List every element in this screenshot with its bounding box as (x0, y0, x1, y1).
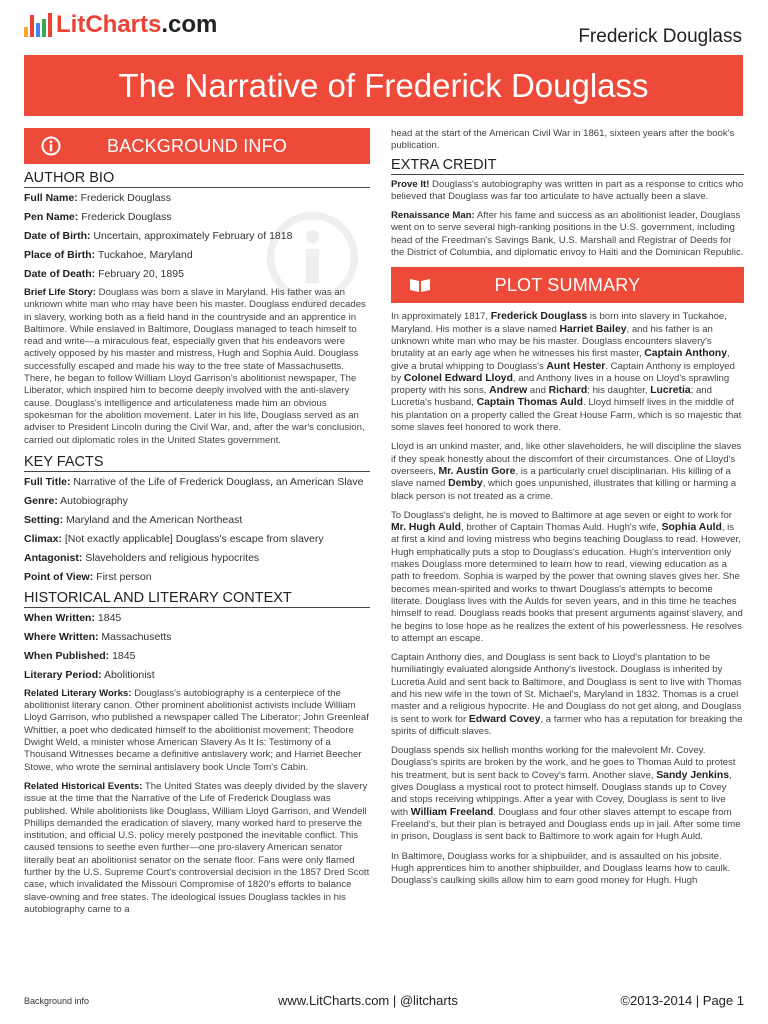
extra-credit-item (391, 210, 744, 259)
field-value: 1845 (109, 649, 136, 662)
context-row (24, 669, 370, 682)
field-value: The United States was deeply divided by the slavery issue at the time that the Narrative of the Life of Frederick Douglass was published. While abolitionists like Douglass, William Lloyd Garrison, and Wendell Phillips demanded the eradication of slavery, many worked hard to preserve the institution, and official U.S. policy merely postponed the inevitable conflict. This caused tensions to seethe even further—one pro-slavery American senator literally beat an abolitionist senator on the senate floor. Fans were only flamed further by the U.S. Supreme Court's controversial decision in the 1857 Dred Scott case, which invalidated the Missouri Compromise of 1820's efforts to balance slave-owning and free states. The ideological issues Douglass tackles in his autobiography came to a (24, 780, 370, 915)
text-run: In Baltimore, Douglass works for a shipbuilder, and is assaulted on his jobsite. Hugh apprentices him to another shipbuilder, and Douglass learns how to caulk. Douglass's caulking skills allow him to earn good money for Hugh. Hugh (391, 850, 731, 887)
character-name: Lucretia (650, 385, 691, 397)
field-label: Where Written: (24, 630, 99, 643)
field-label: Pen Name: (24, 211, 79, 223)
logo-name: LitCharts (56, 11, 162, 38)
field-value: Douglass's autobiography is a centerpiece of the abolitionist literary canon. Other prominent abolitionist activists include William Lloyd Garrison, who published a newspaper called The Liberator; John Greenleaf Whittier, a poet who dedicated himself to the abolitionist movement; Theodore Dwight Weld, a minister whose American Slavery As It Is: Testimony of a Thousand Witnesses became a definitive antislavery work; and Harriet Beecher Stowe, who wrote the seminal antislavery book Uncle Tom's Cabin. (24, 687, 369, 773)
footer-site-link[interactable]: www.LitCharts.com | @litcharts (278, 993, 458, 1008)
character-name: Aunt Hester (546, 360, 606, 372)
text-run: and (527, 385, 549, 397)
field-value: Uncertain, approximately February of 1818 (90, 230, 293, 242)
text-run: ; his daughter, (587, 385, 651, 397)
field-label: Literary Period: (24, 668, 102, 681)
field-value: Frederick Douglass (78, 211, 172, 223)
character-name: Edward Covey (468, 713, 541, 725)
key-facts-list (24, 476, 370, 584)
text-run: , a farmer who has a reputation for breaking the spirits of difficult slaves. (391, 713, 743, 737)
character-name: Captain Anthony (644, 348, 728, 360)
field-label: Climax: (24, 532, 62, 545)
document-subject: Frederick Douglass (578, 26, 742, 47)
field-label: Brief Life Story: (24, 287, 96, 298)
extra-credit-list (391, 179, 744, 260)
field-value: Maryland and the American Northeast (63, 513, 243, 526)
section-title: BACKGROUND INFO (106, 136, 287, 156)
plot-paragraph (391, 851, 744, 888)
character-name: Sophia Auld (661, 522, 722, 534)
text-run: . Lloyd himself lives in the middle of his plantation on a property called the Great House Farm, which is so majestic that some slaves feel honored to work there. (391, 397, 742, 434)
field-value: First person (93, 570, 152, 583)
field-value: 1845 (94, 611, 122, 624)
character-name: Richard (548, 385, 588, 397)
field-label: Genre: (24, 494, 58, 507)
field-label: Prove It! (391, 178, 430, 190)
context-row (24, 650, 370, 663)
field-label: Related Historical Events: (24, 780, 143, 792)
character-name: Andrew (489, 385, 528, 397)
related-historical-events (24, 781, 370, 916)
character-name: Mr. Austin Gore (438, 465, 516, 477)
logo-wordmark (56, 13, 217, 37)
text-run: , and his father is an unknown white man who may be his master. Douglass encounters slavery's brutality at an early age when he witnesses his first master, (391, 323, 713, 360)
field-label: When Published: (24, 649, 110, 662)
field-value: Massachusetts (98, 630, 172, 643)
plot-paragraph (391, 652, 744, 738)
plot-paragraph (391, 745, 744, 843)
context-heading: HISTORICAL AND LITERARY CONTEXT (24, 590, 370, 608)
field-label: Setting: (24, 513, 64, 526)
text-run: . Captain Anthony is employed by (391, 360, 735, 384)
key-fact-row (24, 495, 370, 508)
field-value: After his fame and success as an abolitionist leader, Douglass went on to serve several high-ranking positions in the U.S. government, including head of the Freedman's Savings Bank, U.S. Marshall and Registrar of Deeds for the District of Columbia, and diplomatic envoy to Haiti and the Dominican Republic. (391, 210, 744, 259)
text-run: Lloyd is an unkind master, and, like other slaveholders, he will discipline the slaves if they speak honestly about the discomfort of their circumstances. One of Lloyd's overseers, (391, 441, 742, 477)
brief-life-story (24, 287, 370, 447)
author-bio-heading: AUTHOR BIO (24, 170, 370, 188)
continued-text: head at the start of the American Civil War in 1861, sixteen years after the book's publication. (391, 128, 735, 152)
text-run: is born into slavery in Tuckahoe, Maryland. His mother is a slave named (391, 311, 727, 335)
right-column (391, 128, 744, 894)
field-label: Antagonist: (24, 551, 83, 564)
text-run: , give a brutal whipping to Douglass's (391, 348, 730, 372)
field-label: When Written: (24, 611, 95, 624)
field-value: February 20, 1895 (95, 268, 184, 280)
key-facts-heading: KEY FACTS (24, 454, 370, 472)
field-label: Related Literary Works: (24, 687, 132, 699)
logo-suffix: .com (161, 11, 218, 38)
field-label: Renaissance Man: (391, 210, 475, 222)
key-fact-row (24, 514, 370, 527)
plot-summary-text (391, 311, 744, 887)
character-name: Sandy Jenkins (656, 769, 730, 781)
character-name: Captain Thomas Auld (476, 397, 583, 409)
text-run: , which goes unpunished, illustrates that killing or harming a black person is not treated as a crime. (391, 478, 737, 502)
plot-paragraph (391, 510, 744, 645)
field-value: Autobiography (57, 494, 128, 507)
character-name: William Freeland (410, 806, 494, 818)
page-footer (24, 990, 744, 1014)
text-run: , brother of Captain Thomas Auld. Hugh's wife, (461, 522, 662, 534)
field-label: Full Name: (24, 192, 78, 204)
page-title: The Narrative of Frederick Douglass (118, 67, 649, 104)
text-run: To Douglass's delight, he is moved to Baltimore at age seven or eight to work for (391, 509, 732, 521)
character-name: Harriet Bailey (559, 323, 627, 335)
text-run: , is at first a kind and loving mistress who begins teaching Douglass to read. However, Hugh emphatically puts a stop to Douglass's education. Hugh's intervention only makes Douglass more determined to learn how to read, viewing education as a path to freedom. Sophia is warped by the power that owning slaves gives her. She becomes mean-spirited and works to thwart Douglass's attempts to become literate. Douglass lives with the Aulds for seven years, and in this time he teaches himself to read. Douglass reads books that present arguments against slavery, and he begins to lose hope as he realizes the extent of his powerlessness. He resolves to attempt an escape. (391, 522, 743, 644)
field-label: Date of Death: (24, 268, 96, 280)
related-literary-works (24, 688, 370, 774)
text-run: Douglass spends six hellish months working for the malevolent Mr. Covey. Douglass's spirits are broken by the work, and he goes to Thomas Auld to protest his treatment, but is sent back to Covey's farm. Another slave, (391, 745, 736, 781)
text-run: In approximately 1817, (391, 311, 491, 323)
field-label: Point of View: (24, 570, 94, 583)
text-run: , is a particularly cruel disciplinarian. His killing of a slave named (391, 465, 731, 490)
bio-row (24, 192, 370, 205)
context-row (24, 631, 370, 644)
text-run: ; and Lucretia's husband, (391, 385, 712, 409)
footer-section-label: Background info (24, 996, 90, 1006)
context-row (24, 612, 370, 625)
field-label: Date of Birth: (24, 230, 91, 242)
character-name: Demby (448, 478, 483, 490)
character-name: Colonel Edward Lloyd (403, 372, 513, 384)
litcharts-logo[interactable] (24, 13, 217, 37)
field-value: Narrative of the Life of Frederick Douglass, an American Slave (70, 475, 364, 488)
extra-credit-heading: EXTRA CREDIT (391, 157, 744, 175)
title-banner (24, 55, 743, 116)
field-value: Slaveholders and religious hypocrites (82, 551, 260, 564)
plot-summary-banner (391, 267, 744, 303)
field-value: Tuckahoe, Maryland (95, 249, 193, 261)
text-run: , gives Douglass a mystical root to protect himself. Douglass stands up to Covey and stops receiving whippings. After a year with Covey, Douglass is sent to live with (391, 769, 732, 818)
page-header (0, 0, 768, 50)
extra-credit-item (391, 179, 744, 204)
logo-bars-icon (24, 13, 52, 37)
plot-paragraph (391, 441, 744, 502)
field-value: Frederick Douglass (77, 192, 172, 204)
field-value: Abolitionist (101, 668, 155, 681)
text-run: , and Anthony lives in a house on Lloyd's sprawling property with his sons, (391, 372, 730, 397)
key-fact-row (24, 552, 370, 565)
key-fact-row (24, 533, 370, 546)
plot-paragraph (391, 311, 744, 434)
character-name: Frederick Douglass (490, 311, 588, 323)
field-label: Full Title: (24, 475, 71, 488)
field-value: Douglass's autobiography was written in part as a response to critics who believed that Douglass was far too articulate to have actually been a slave. (391, 178, 744, 202)
section-title: PLOT SUMMARY (494, 275, 641, 296)
key-fact-row (24, 571, 370, 584)
key-fact-row (24, 476, 370, 489)
field-label: Place of Birth: (24, 249, 96, 261)
footer-page-info: ©2013-2014 | Page 1 (620, 993, 744, 1008)
text-run: . Douglass and four other slaves attempt to escape from Freeland's, but their plan is betrayed and Douglass ends up in jail. After some time in prison, Douglass is sent back to Baltimore to work again for Hugh Auld. (391, 806, 741, 843)
info-watermark-icon (265, 210, 360, 305)
background-info-banner (24, 128, 370, 164)
character-name: Mr. Hugh Auld (391, 522, 462, 534)
field-value: [Not exactly applicable] Douglass's escape from slavery (61, 532, 324, 545)
context-list (24, 612, 370, 682)
field-value: Douglass was born a slave in Maryland. His father was an unknown white man who may have been his master. Douglass endured decades in slavery, working both as a field hand in the countryside and an apprentice in Baltimore. While enslaved in Baltimore, Douglass managed to teach himself to read and write—a miraculous feat, especially given that his endeavors were actively opposed by his master and mistress, Hugh and Sophia Auld. Douglass successfully escaped and made his way to the free state of Massachusetts. There, he began to follow William Lloyd Garrison's abolitionist newspaper, The Liberator, which inspired him to become deeply involved with the anti-slavery cause. Douglass's intelligence and articulateness made him an obvious spokesman for the abolition movement. Later in his life, Douglass served as an adviser to President Lincoln during the Civil War, and, after the war's conclusion, carried out diplomatic roles in the United States government. (24, 287, 366, 446)
text-run: Captain Anthony dies, and Douglass is sent back to Lloyd's plantation to be humiliatingly evaluated alongside Anthony's livestock. Douglass is inherited by Lucretia Auld and sent back to Baltimore, and Douglass is sent to live with Thomas and his new wife in the town of St. Michael's, Maryland in 1832. Thomas is a cruel master and a religious hypocrite. He and Douglass do not get along, and Douglass is sent to work for (391, 652, 742, 725)
